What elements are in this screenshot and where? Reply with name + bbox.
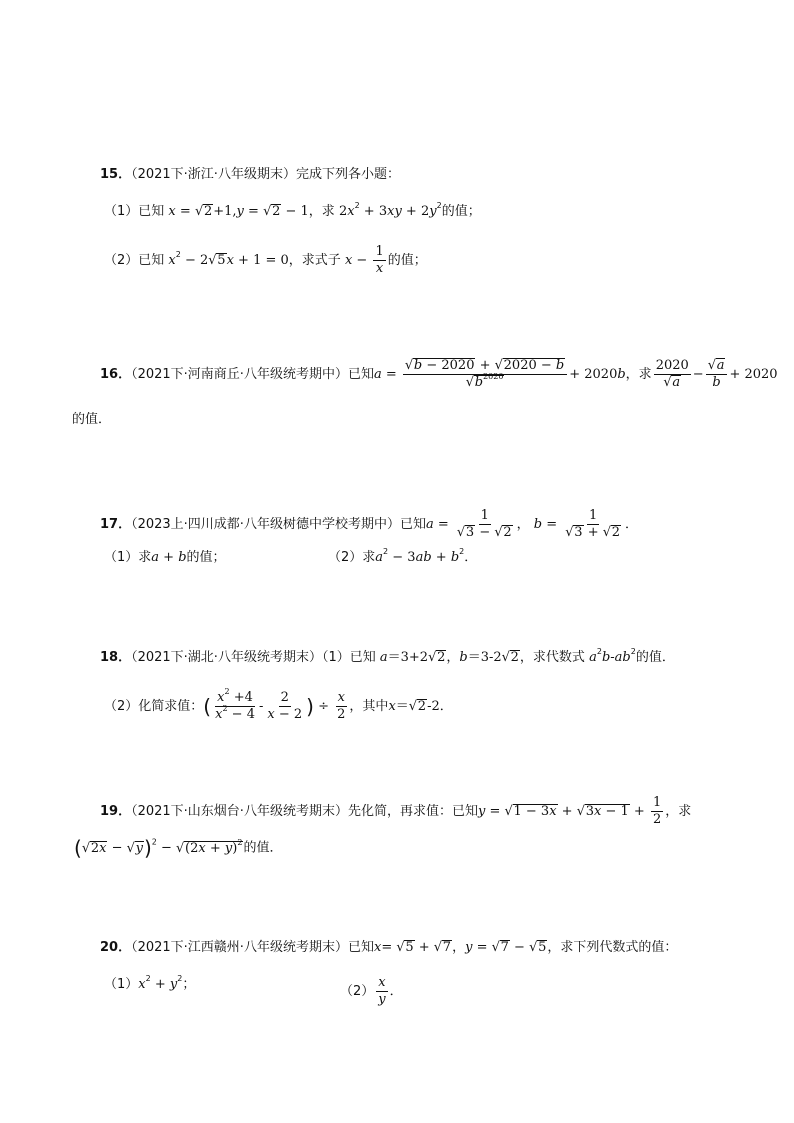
q17-p2-end: ． xyxy=(464,550,478,565)
q15-part2: （2）已知 $x^2 - 2√$ 5x + 1 = 0，求式子 x − $\frac{1}{x}$ 的值； xyxy=(104,244,427,277)
q18-p2-end: ． xyxy=(439,699,453,714)
q18-p2-label: （2）化简求值： xyxy=(104,699,204,714)
q20-tail: ，求下列代数式的值： xyxy=(547,940,678,955)
q20-part1: $(1)x^2 + y^2$； xyxy=(104,974,196,992)
q20-sep: ， xyxy=(452,940,466,955)
q17-stem-text: 已知 xyxy=(399,517,426,532)
q18-p1-mid: ，求代数式 xyxy=(519,650,585,665)
q19-stem: 19．（2021下·山东烟台·八年级统考期末）先化简，再求值：已知y = √ 1 − 3x + √ 3x − 1 + $\frac{1}{2}$ ，求 xyxy=(100,795,691,828)
q18-part2: （2）化简求值：( $\frac{x^2 +4}{x^2 - 4}$ - $\frac{2}{x - 2}$ ) ÷ $\frac{x}{2}$ ，其中x＝√ 2-2． xyxy=(104,690,453,723)
q19-expression: (√ 2x − √ y)$^2$ − √ $(2x + y)^2$的值． xyxy=(74,838,282,859)
q18-p1-end: 的值． xyxy=(635,650,675,665)
q20-stem-text: 已知 xyxy=(347,940,374,955)
q17-fraction-a: 1 √ 3 − √ 2 xyxy=(455,508,515,541)
q20-p1-end: ； xyxy=(182,977,196,992)
q15-p1-label: （1）已知 xyxy=(104,204,165,219)
q15-stem-text: 完成下列各小题： xyxy=(295,167,400,182)
q15-p1-end: 的值； xyxy=(441,204,481,219)
q17-p2-label: （2）求 xyxy=(328,550,376,565)
q20-source: （2021下·江西赣州·八年级统考期末） xyxy=(131,940,348,955)
q18-p1-label: （1）已知 xyxy=(321,650,376,665)
q15-p2-end: 的值； xyxy=(387,253,427,268)
q19-mid: ，求 xyxy=(665,804,692,819)
q16-main-fraction: √ b − 2020 + √ 2020 − b √ $b^{2020}$ xyxy=(403,358,567,391)
q19-number: 19． xyxy=(100,804,132,819)
q20-stem: 20．（2021下·江西赣州·八年级统考期末）已知x= √ 5 + √ 7，y = √ 7 − √ 5，求下列代数式的值： xyxy=(100,938,677,958)
q17-sep: ， xyxy=(516,517,530,532)
q17-part2: （2）求$a^2 - 3ab + b^2$． xyxy=(328,547,478,565)
q15-number: 15． xyxy=(100,167,132,182)
q18-p2-mid: ，其中 xyxy=(349,699,389,714)
q17-part1: （1）求a + b的值； xyxy=(104,550,226,565)
q15-fraction: $\frac{1}{x}$ xyxy=(375,244,384,276)
q16-source: （2021下·河南商丘·八年级统考期中） xyxy=(131,367,348,382)
q20-p2-label: （2） xyxy=(340,984,375,999)
q17-source: （2023上·四川成都·八年级树德中学校考期中） xyxy=(131,517,400,532)
q16-end-text: 的值． xyxy=(72,412,112,427)
q18-number: 18． xyxy=(100,650,132,665)
q19-end: 的值． xyxy=(243,840,283,856)
q16-end xyxy=(72,410,111,430)
q16-number: 16． xyxy=(100,367,132,382)
q17-stem: 17．（2023上·四川成都·八年级树德中学校考期中）已知a = 1 √ 3 − √ 2 ， b = 1 √ 3 + √ 2 ． xyxy=(100,508,638,541)
q15-stem xyxy=(100,165,400,185)
q15-p2-tail: ，求式子 xyxy=(288,253,341,268)
q17-p1-end: 的值； xyxy=(186,550,226,565)
q15-p2-label: （2）已知 xyxy=(104,253,165,268)
q17-p1-label: （1）求 xyxy=(104,550,152,565)
q18-source: （2021下·湖北·八年级统考期末） xyxy=(131,650,322,665)
q20-part2: （2） $\frac{x}{y}$ ． xyxy=(340,975,403,1007)
q20-number: 20． xyxy=(100,940,132,955)
q19-stem-text: 先化简，再求值：已知 xyxy=(347,804,478,819)
q18-stem: 18．（2021下·湖北·八年级统考期末）（1）已知 a＝3+2√ 2，b＝3-2√ 2，求代数式 $a^2b-ab^2$的值． xyxy=(100,648,675,668)
q15-part1: （1）已知 x = √ 2+1,y = √ 2 − 1，求 $2x^2 + 3xy + 2y^2$的值； xyxy=(104,202,481,222)
q16-mid: ，求 xyxy=(625,367,652,382)
q16-stem: 16．（2021下·河南商丘·八年级统考期中）已知a = √ b − 2020 + √ 2020 − b √ $b^{2020}$ + 2020b，求 2020 √ a − √ $\frac{a}{b}$ + 2020 xyxy=(100,358,778,391)
q15-p1-tail: ，求 xyxy=(308,204,335,219)
q16-stem-text: 已知 xyxy=(347,367,374,382)
q20-p2-end: ． xyxy=(389,984,403,999)
q17-fraction-b: 1 √ 3 + √ 2 xyxy=(563,508,623,541)
q17-number: 17． xyxy=(100,517,132,532)
q20-p1-label: （1） xyxy=(104,977,139,992)
q17-dot: ． xyxy=(625,517,639,532)
q15-source: （2021下·浙江·八年级期末） xyxy=(131,167,296,182)
q19-source: （2021下·山东烟台·八年级统考期末） xyxy=(131,804,348,819)
